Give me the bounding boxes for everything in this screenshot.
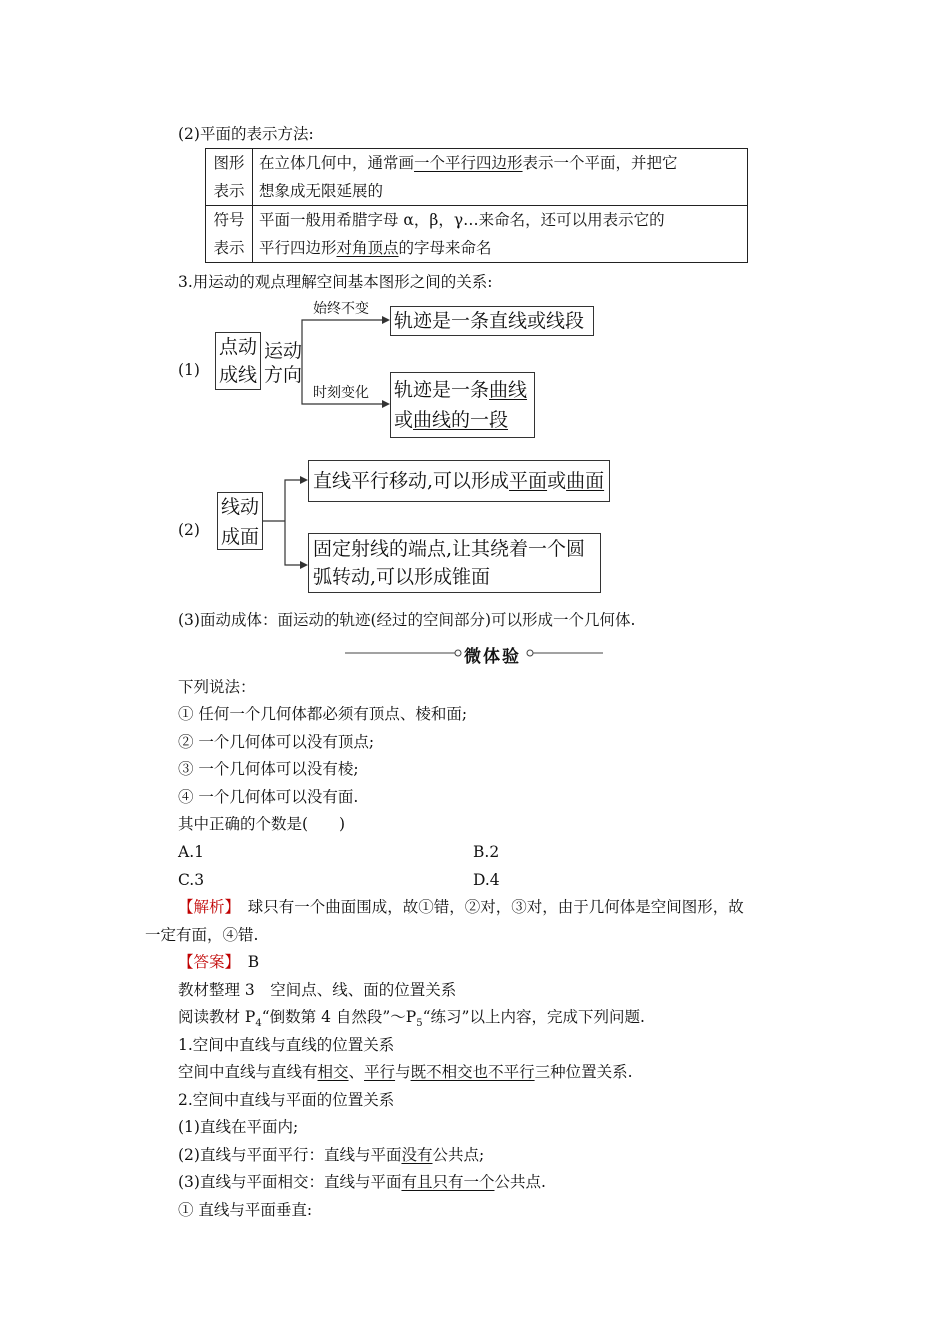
diagram-number: (1) xyxy=(178,361,200,379)
row-content: 在立体几何中，通常画一个平行四边形表示一个平面，并把它 想象成无限延展的 xyxy=(253,149,748,206)
box-text: 直线平行移动,可以形成平面或曲面 xyxy=(313,470,605,492)
option-b: B.2 xyxy=(473,843,500,861)
option-c: C.3 xyxy=(178,871,205,889)
row-label: 符号 表示 xyxy=(206,206,253,263)
list-item: ① 任何一个几何体都必须有顶点、棱和面; xyxy=(178,705,468,723)
section-heading-plane-notation: (2)平面的表示方法: xyxy=(178,125,314,143)
list-item: (1)直线在平面内; xyxy=(178,1118,299,1136)
list-item: ① 直线与平面垂直: xyxy=(178,1201,313,1219)
line-line-relations: 空间中直线与直线有相交、平行与既不相交也不平行三种位置关系. xyxy=(178,1063,633,1081)
option-a: A.1 xyxy=(178,843,204,861)
motion-direction-label: 运动 xyxy=(264,340,303,362)
list-item: ③ 一个几何体可以没有棱; xyxy=(178,760,359,778)
subsection-heading: 2.空间中直线与平面的位置关系 xyxy=(178,1091,395,1109)
analysis-line: 【解析】 球只有一个曲面围成，故①错，②对，③对，由于几何体是空间图形，故 xyxy=(178,898,744,916)
list-item: ④ 一个几何体可以没有面. xyxy=(178,788,359,806)
changing-label: 时刻变化 xyxy=(313,385,369,401)
section-heading-motion: 3.用运动的观点理解空间基本图形之间的关系: xyxy=(178,273,493,291)
box-text: 成线 xyxy=(219,364,258,386)
section-heading-position: 教材整理 3 空间点、线、面的位置关系 xyxy=(178,981,457,999)
box-text: 轨迹是一条直线或线段 xyxy=(394,310,585,332)
box-text: 点动 xyxy=(219,336,258,358)
list-item: ② 一个几何体可以没有顶点; xyxy=(178,733,375,751)
row-label: 图形 表示 xyxy=(206,149,253,206)
section-title: 微体验 xyxy=(464,647,521,667)
box-text: 成面 xyxy=(221,526,260,548)
analysis-line: 一定有面，④错. xyxy=(145,926,259,944)
analysis-tag: 【解析】 xyxy=(178,898,233,916)
answer-tag: 【答案】 xyxy=(178,953,233,971)
box-text: 固定射线的端点,让其绕着一个圆 xyxy=(313,538,586,560)
box-text: 轨迹是一条曲线 xyxy=(394,379,528,401)
question-intro: 下列说法： xyxy=(178,678,256,696)
constant-label: 始终不变 xyxy=(313,301,369,317)
box-text: 或曲线的一段 xyxy=(394,409,509,431)
surface-to-solid-text: (3)面动成体：面运动的轨迹(经过的空间部分)可以形成一个几何体. xyxy=(178,611,636,629)
option-d: D.4 xyxy=(473,871,500,889)
list-item: (3)直线与平面相交：直线与平面有且只有一个公共点. xyxy=(178,1173,546,1191)
row-content: 平面一般用希腊字母 α，β，γ…来命名，还可以用表示它的 平行四边形对角顶点的字母来命名 xyxy=(253,206,748,263)
subsection-heading: 1.空间中直线与直线的位置关系 xyxy=(178,1036,395,1054)
diagram-number: (2) xyxy=(178,521,200,539)
box-text: 弧转动,可以形成锥面 xyxy=(313,566,491,588)
motion-direction-label: 方向 xyxy=(264,364,303,386)
question-stem: 其中正确的个数是( ) xyxy=(178,815,346,833)
answer-line: 【答案】 B xyxy=(178,953,260,971)
box-text: 线动 xyxy=(221,496,260,518)
list-item: (2)直线与平面平行：直线与平面没有公共点; xyxy=(178,1146,485,1164)
reading-instruction: 阅读教材 $P_4“$倒数第 4 自然段$”\sim P_5“$练习”以上内容，完成下列问题. xyxy=(178,1008,645,1030)
